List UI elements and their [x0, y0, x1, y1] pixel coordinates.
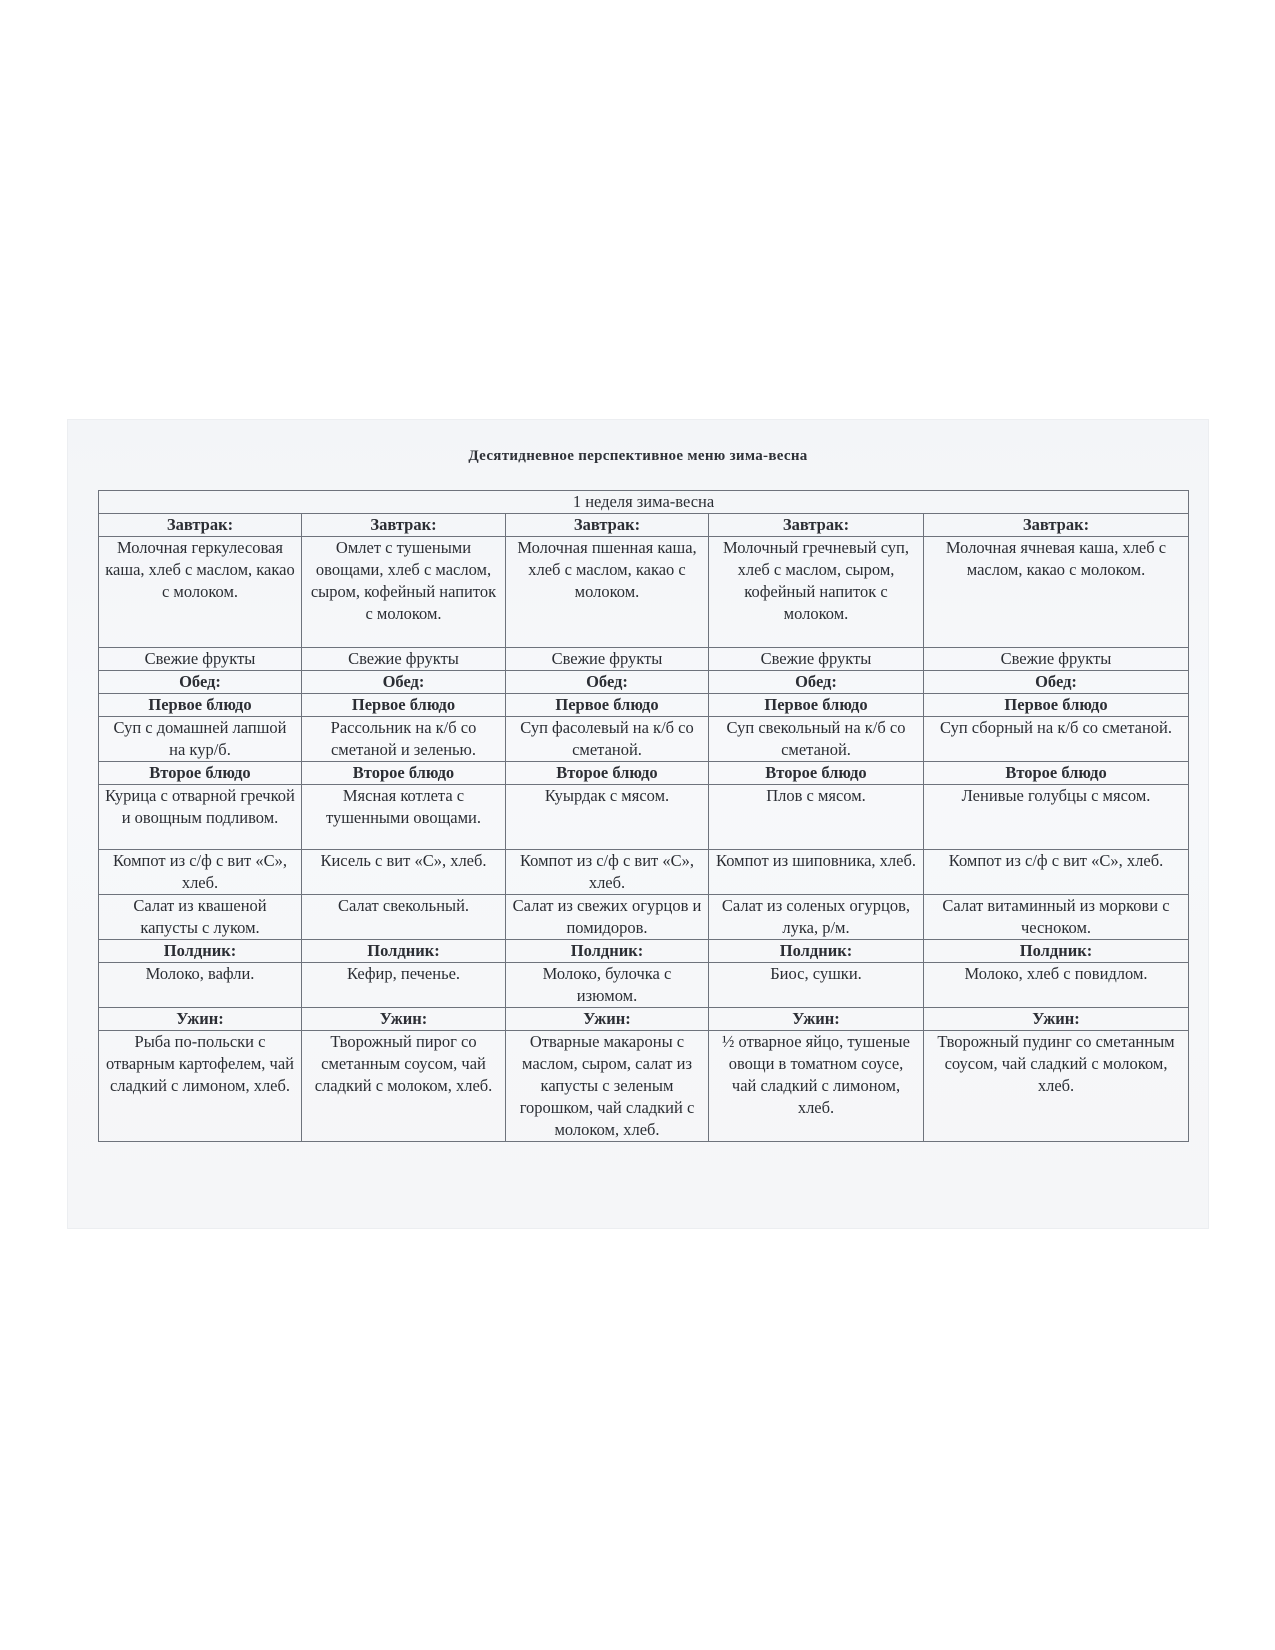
drink-cell: Компот из с/ф с вит «С», хлеб.	[506, 850, 709, 895]
drink-cell: Компот из с/ф с вит «С», хлеб.	[924, 850, 1189, 895]
second-course-header: Второе блюдо	[302, 762, 506, 785]
dinner-cell: Творожный пирог со сметанным соусом, чай сладкий с молоком, хлеб.	[302, 1031, 506, 1142]
dinner-header-row	[99, 1008, 1189, 1031]
snack-header: Полдник:	[506, 940, 709, 963]
first-course-header: Первое блюдо	[99, 694, 302, 717]
menu-sheet	[68, 420, 1208, 1228]
breakfast-header: Завтрак:	[924, 514, 1189, 537]
soup-cell: Рассольник на к/б со сметаной и зеленью.	[302, 717, 506, 762]
dinner-cell: Отварные макароны с маслом, сыром, салат из капусты с зеленым горошком, чай сладкий с молоком, хлеб.	[506, 1031, 709, 1142]
document-title: Десятидневное перспективное меню зима-весна	[468, 448, 808, 464]
week-row	[99, 491, 1189, 514]
dinner-header: Ужин:	[99, 1008, 302, 1031]
menu-table-body	[99, 491, 1189, 1142]
breakfast-header: Завтрак:	[709, 514, 924, 537]
drink-cell: Компот из с/ф с вит «С», хлеб.	[99, 850, 302, 895]
snack-header: Полдник:	[99, 940, 302, 963]
breakfast-cell: Молочная геркулесовая каша, хлеб с маслом, какао с молоком.	[99, 537, 302, 648]
fruit-row	[99, 648, 1189, 671]
lunch-header-row	[99, 671, 1189, 694]
first-course-header: Первое блюдо	[506, 694, 709, 717]
fruit-cell: Свежие фрукты	[99, 648, 302, 671]
first-course-header: Первое блюдо	[302, 694, 506, 717]
first-course-header-row	[99, 694, 1189, 717]
dinner-cell: Творожный пудинг со сметанным соусом, чай сладкий с молоком, хлеб.	[924, 1031, 1189, 1142]
main-dish-cell: Плов с мясом.	[709, 785, 924, 850]
menu-table	[98, 490, 1189, 1142]
snack-header: Полдник:	[709, 940, 924, 963]
second-course-header-row	[99, 762, 1189, 785]
breakfast-row	[99, 537, 1189, 648]
snack-cell: Кефир, печенье.	[302, 963, 506, 1008]
snack-row	[99, 963, 1189, 1008]
main-dish-cell: Мясная котлета с тушенными овощами.	[302, 785, 506, 850]
soup-row	[99, 717, 1189, 762]
salad-cell: Салат из свежих огурцов и помидоров.	[506, 895, 709, 940]
snack-cell: Молоко, хлеб с повидлом.	[924, 963, 1189, 1008]
soup-cell: Суп с домашней лапшой на кур/б.	[99, 717, 302, 762]
snack-cell: Молоко, булочка с изюмом.	[506, 963, 709, 1008]
week-label: 1 неделя зима-весна	[99, 491, 1189, 514]
main-dish-row	[99, 785, 1189, 850]
lunch-header: Обед:	[709, 671, 924, 694]
salad-row	[99, 895, 1189, 940]
second-course-header: Второе блюдо	[506, 762, 709, 785]
dinner-header: Ужин:	[709, 1008, 924, 1031]
dinner-header: Ужин:	[302, 1008, 506, 1031]
lunch-header: Обед:	[506, 671, 709, 694]
fruit-cell: Свежие фрукты	[302, 648, 506, 671]
fruit-cell: Свежие фрукты	[506, 648, 709, 671]
dinner-cell: Рыба по-польски с отварным картофелем, чай сладкий с лимоном, хлеб.	[99, 1031, 302, 1142]
breakfast-cell: Омлет с тушеными овощами, хлеб с маслом, сыром, кофейный напиток с молоком.	[302, 537, 506, 648]
breakfast-header-row	[99, 514, 1189, 537]
breakfast-cell: Молочная пшенная каша, хлеб с маслом, какао с молоком.	[506, 537, 709, 648]
drink-cell: Кисель с вит «С», хлеб.	[302, 850, 506, 895]
drink-cell: Компот из шиповника, хлеб.	[709, 850, 924, 895]
snack-header: Полдник:	[302, 940, 506, 963]
first-course-header: Первое блюдо	[924, 694, 1189, 717]
breakfast-cell: Молочный гречневый суп, хлеб с маслом, сыром, кофейный напиток с молоком.	[709, 537, 924, 648]
snack-cell: Биос, сушки.	[709, 963, 924, 1008]
breakfast-header: Завтрак:	[506, 514, 709, 537]
soup-cell: Суп фасолевый на к/б со сметаной.	[506, 717, 709, 762]
salad-cell: Салат свекольный.	[302, 895, 506, 940]
main-dish-cell: Курица с отварной гречкой и овощным подливом.	[99, 785, 302, 850]
salad-cell: Салат из квашеной капусты с луком.	[99, 895, 302, 940]
lunch-header: Обед:	[302, 671, 506, 694]
breakfast-header: Завтрак:	[99, 514, 302, 537]
lunch-header: Обед:	[924, 671, 1189, 694]
dinner-row	[99, 1031, 1189, 1142]
dinner-header: Ужин:	[924, 1008, 1189, 1031]
second-course-header: Второе блюдо	[709, 762, 924, 785]
snack-header-row	[99, 940, 1189, 963]
breakfast-header: Завтрак:	[302, 514, 506, 537]
second-course-header: Второе блюдо	[99, 762, 302, 785]
lunch-header: Обед:	[99, 671, 302, 694]
first-course-header: Первое блюдо	[709, 694, 924, 717]
breakfast-cell: Молочная ячневая каша, хлеб с маслом, какао с молоком.	[924, 537, 1189, 648]
salad-cell: Салат витаминный из моркови с чесноком.	[924, 895, 1189, 940]
salad-cell: Салат из соленых огурцов, лука, р/м.	[709, 895, 924, 940]
soup-cell: Суп свекольный на к/б со сметаной.	[709, 717, 924, 762]
second-course-header: Второе блюдо	[924, 762, 1189, 785]
snack-header: Полдник:	[924, 940, 1189, 963]
main-dish-cell: Куырдак с мясом.	[506, 785, 709, 850]
soup-cell: Суп сборный на к/б со сметаной.	[924, 717, 1189, 762]
fruit-cell: Свежие фрукты	[709, 648, 924, 671]
snack-cell: Молоко, вафли.	[99, 963, 302, 1008]
dinner-cell: ½ отварное яйцо, тушеные овощи в томатном соусе, чай сладкий с лимоном, хлеб.	[709, 1031, 924, 1142]
fruit-cell: Свежие фрукты	[924, 648, 1189, 671]
dinner-header: Ужин:	[506, 1008, 709, 1031]
drink-row	[99, 850, 1189, 895]
main-dish-cell: Ленивые голубцы с мясом.	[924, 785, 1189, 850]
